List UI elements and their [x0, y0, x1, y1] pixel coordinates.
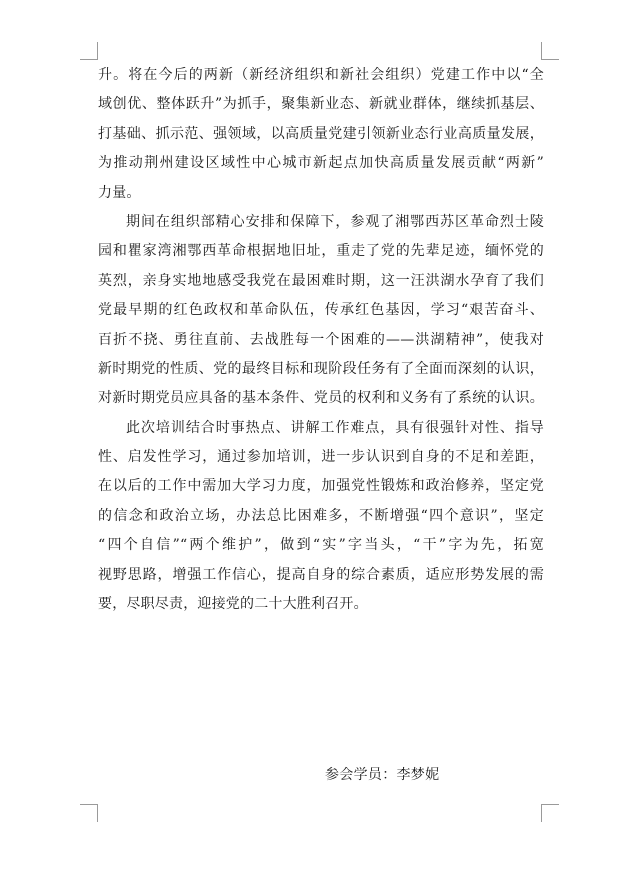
text-line: 英烈，亲身实地地感受我党在最困难时期，这一汪洪湖水孕育了我们: [98, 272, 544, 289]
text-line: 期间在组织部精心安排和保障下，参观了湘鄂西苏区革命烈士陵: [126, 213, 544, 230]
document-body[interactable]: [98, 61, 544, 619]
text-line: 打基础、抓示范、强领域，以高质量党建引领新业态行业高质量发展，: [98, 125, 544, 142]
paragraph-3: [98, 414, 544, 620]
text-line: 为推动荆州建设区域性中心城市新起点加快高质量发展贡献“两新”: [98, 155, 544, 172]
text-line: 性、启发性学习，通过参加培训，进一步认识到自身的不足和差距，: [98, 449, 544, 466]
text-line: 升。将在今后的两新（新经济组织和新社会组织）党建工作中以“全: [98, 67, 544, 83]
paragraph-2: [98, 208, 544, 414]
text-line: 此次培训结合时事热点、讲解工作难点，具有很强针对性、指导: [126, 419, 544, 436]
text-line: 百折不挠、勇往直前、去战胜每一个困难的——洪湖精神”，使我对: [98, 331, 544, 348]
text-line: 园和瞿家湾湘鄂西革命根据地旧址，重走了党的先辈足迹，缅怀党的: [98, 243, 544, 260]
text-line: 视野思路，增强工作信心，提高自身的综合素质，适应形势发展的需: [98, 566, 544, 583]
text-line: 力量。: [98, 184, 141, 201]
margin-corner-mark-bottom-left: [80, 804, 98, 822]
text-line: 在以后的工作中需加大学习力度，加强党性锻炼和政治修养，坚定党: [98, 478, 544, 495]
text-line: 的信念和政治立场，办法总比困难多，不断增强“四个意识”，坚定: [98, 507, 544, 524]
text-line: “四个自信”“两个维护”，做到“实”字当头，“干”字为先，拓宽: [98, 537, 544, 554]
paragraph-1: [98, 61, 544, 208]
text-line: 新时期党的性质、党的最终目标和现阶段任务有了全面而深刻的认识，: [98, 360, 544, 377]
text-line: 党最早期的红色政权和革命队伍，传承红色基因，学习“艰苦奋斗、: [98, 302, 544, 319]
margin-corner-mark-top-left: [80, 42, 98, 60]
signature-line: 参会学员：李梦妮: [325, 767, 440, 783]
margin-corner-mark-top-right: [541, 42, 559, 60]
text-line: 域创优、整体跃升”为抓手，聚集新业态、新就业群体，继续抓基层、: [98, 96, 544, 113]
text-line: 对新时期党员应具备的基本条件、党员的权利和义务有了系统的认识。: [98, 390, 544, 407]
text-line: 要，尽职尽责，迎接党的二十大胜利召开。: [98, 596, 368, 613]
margin-corner-mark-bottom-right: [541, 804, 559, 822]
